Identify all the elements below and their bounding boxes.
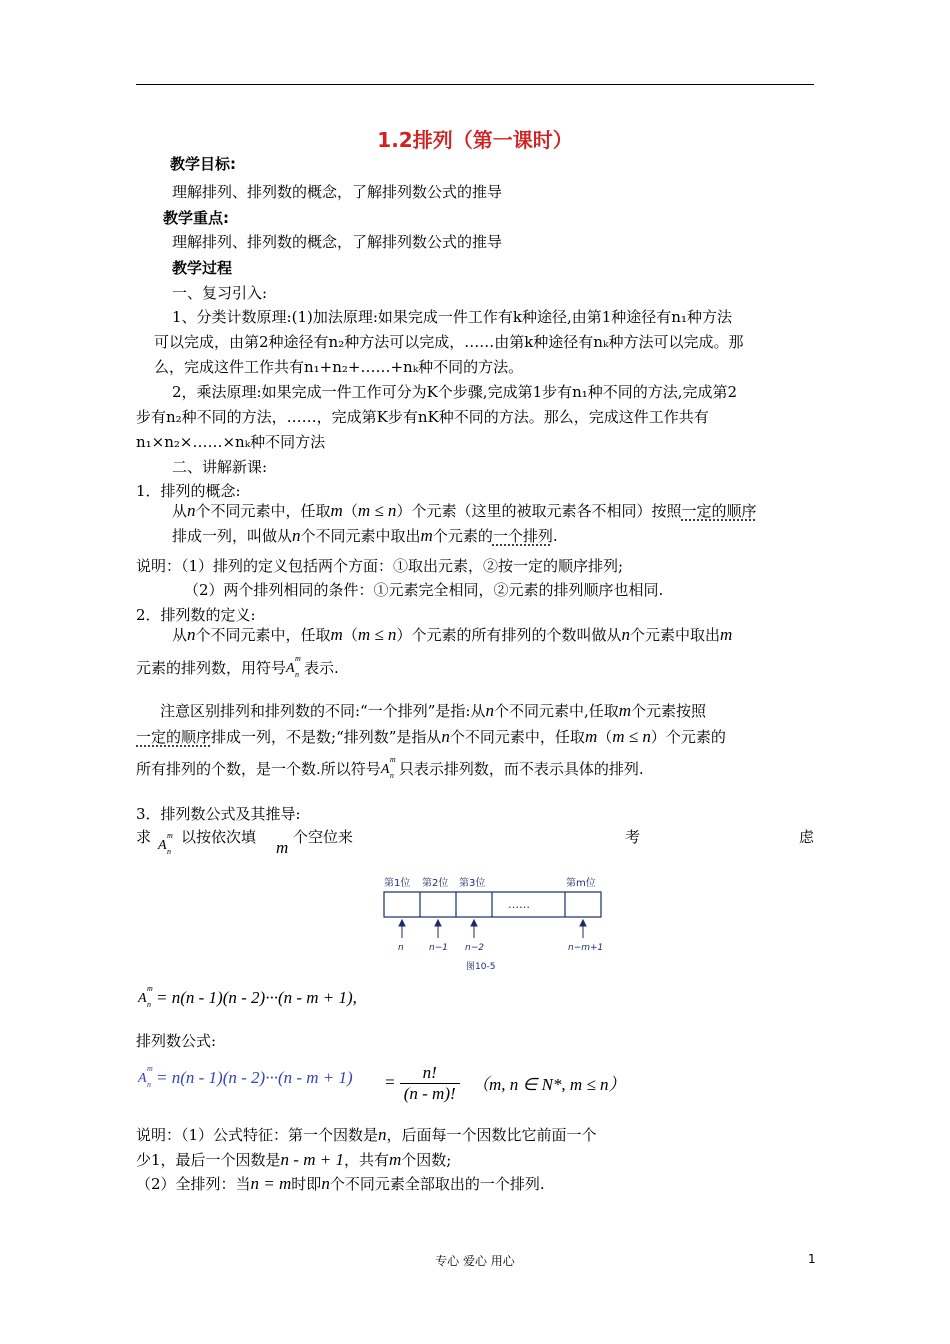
figure-caption: 图10-5	[466, 962, 496, 972]
s1-line2: 排成一列，叫做从n个不同元素中取出m个元素的一个排列.	[172, 526, 558, 545]
review-heading: 一、复习引入:	[172, 284, 268, 302]
footer: 专心 爱心 用心	[435, 1254, 515, 1268]
explain-line3: （2）全排列：当n = m时即n个不同元素全部取出的一个排列.	[136, 1174, 545, 1193]
slot-label-2: 第2位	[422, 878, 449, 889]
page-number: 1	[808, 1252, 816, 1266]
s3-word-5: 虑	[799, 828, 815, 846]
p2-line3: n₁×n₂×……×nₖ种不同方法	[136, 433, 326, 451]
process-heading: 教学过程	[172, 259, 233, 277]
p1-line1: 1、分类计数原理:(1)加法原理:如果完成一件工作有k种途径,由第1种途径有n₁种方法	[172, 308, 732, 326]
s3-heading: 3．排列数公式及其推导:	[136, 805, 301, 823]
permutation-symbol: A m n	[286, 654, 301, 679]
p1-line2: 可以完成，由第2种途径有n₂种方法可以完成，……由第k种途径有nₖ种方法可以完成。那	[154, 333, 744, 351]
s3-word-2: 以按依次填	[181, 828, 257, 846]
s3-word-1: 求	[136, 828, 152, 846]
arrow-label-2: n−1	[429, 943, 448, 953]
p1-line3: 么，完成这件工作共有n₁+n₂+……+nₖ种不同的方法。	[154, 358, 524, 376]
slot-label-1: 第1位	[384, 878, 411, 889]
formula-1: A m n = n(n - 1)(n - 2)···(n - m + 1),	[138, 984, 357, 1009]
permutation-symbol: A m n	[380, 755, 396, 780]
header-rule	[136, 84, 814, 85]
formula-2-cond: （m, n ∈ N*, m ≤ n）	[472, 1075, 626, 1094]
slot-figure	[376, 870, 608, 980]
s3-word-4: 考	[625, 828, 641, 846]
s1-note2: （2）两个排列相同的条件：①元素完全相同，②元素的排列顺序也相同.	[184, 581, 664, 599]
arrow-label-1: n	[398, 943, 404, 953]
new-heading: 二、讲解新课:	[172, 458, 268, 476]
formula-heading: 排列数公式:	[136, 1032, 217, 1050]
s1-note1: 说明：（1）排列的定义包括两个方面：①取出元素，②按一定的顺序排列;	[136, 557, 624, 575]
s1-line1: 从n个不同元素中，任取m（m ≤ n）个元素（这里的被取元素各不相同）按照一定的顺序	[172, 501, 757, 520]
slot-label-3: 第3位	[459, 878, 486, 889]
key-heading: 教学重点:	[163, 209, 229, 227]
arrow-label-3: n−2	[465, 943, 484, 953]
note-line2: 一定的顺序排成一列，不是数;“排列数”是指从n个不同元素中，任取m（m ≤ n）个元素的	[136, 727, 726, 746]
s3-word-3: 个空位来	[293, 828, 354, 846]
formula-2-frac: = $\frac{n!}{(n - m)!}$	[384, 1063, 460, 1104]
page-title: 1.2排列（第一课时）	[377, 128, 573, 152]
s2-heading: 2．排列数的定义:	[136, 606, 256, 624]
explain-line1: 说明：（1）公式特征：第一个因数是n，后面每一个因数比它前面一个	[136, 1125, 597, 1144]
p2-line2: 步有n₂种不同的方法，……，完成第K步有nK种不同的方法。那么，完成这件工作共有	[136, 408, 709, 426]
key-text: 理解排列、排列数的概念，了解排列数公式的推导	[172, 233, 503, 251]
s2-line1: 从n个不同元素中，任取m（m ≤ n）个元素的所有排列的个数叫做从n个元素中取出m	[172, 625, 733, 644]
s2-line2: 元素的排列数，用符号 A m n 表示.	[136, 654, 339, 679]
explain-line2: 少1，最后一个因数是n - m + 1，共有m个因数;	[136, 1150, 452, 1169]
s1-heading: 1．排列的概念:	[136, 482, 241, 500]
arrow-label-4: n−m+1	[568, 943, 604, 953]
goal-text: 理解排列、排列数的概念，了解排列数公式的推导	[172, 183, 503, 201]
note-line1: 注意区别排列和排列数的不同:“一个排列”是指:从n个不同元素中,任取m个元素按照	[160, 701, 707, 720]
note-line3: 所有排列的个数，是一个数.所以符号 A m n 只表示排列数，而不表示具体的排列.	[136, 755, 644, 780]
slot-label-m: 第m位	[566, 878, 596, 889]
s3-m: m	[276, 838, 289, 857]
p2-line1: 2，乘法原理:如果完成一件工作可分为K个步骤,完成第1步有n₁种不同的方法,完成第2	[172, 383, 738, 401]
slot-dots: ……	[508, 898, 530, 911]
goal-heading: 教学目标:	[170, 155, 236, 173]
s3-symbol: A m n	[158, 831, 173, 856]
formula-2: A m n = n(n - 1)(n - 2)···(n - m + 1)	[138, 1064, 353, 1089]
